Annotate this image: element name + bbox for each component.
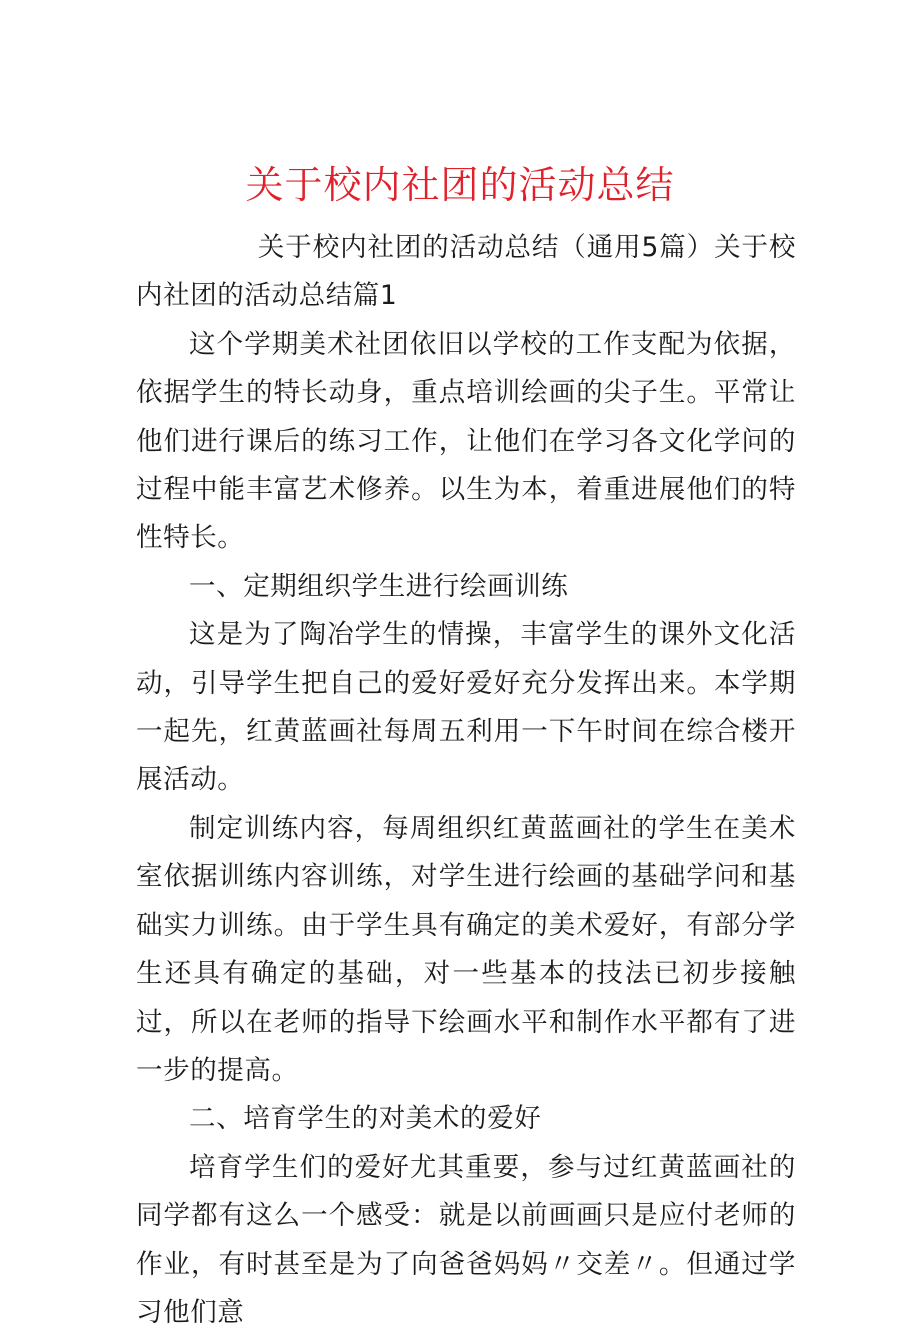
section-heading: 一、定期组织学生进行绘画训练 <box>189 570 569 602</box>
body-paragraph: 培育学生们的爱好尤其重要，参与过红黄蓝画社的同学都有这么一个感受：就是以前画画只是应付老师的作业，有时甚至是为了向爸爸妈妈〃交差〃。但通过学习他们意 <box>136 1151 796 1328</box>
intro-paragraph: 关于校内社团的活动总结（通用5篇）关于校内社团的活动总结篇1 <box>136 232 796 312</box>
body-paragraph: 制定训练内容，每周组织红黄蓝画社的学生在美术室依据训练内容训练，对学生进行绘画的基础学问和基础实力训练。由于学生具有确定的美术爱好，有部分学生还具有确定的基础，对一些基本的技法已初步接触过，所以在老师的指导下绘画水平和制作水平都有了进一步的提高。 <box>136 812 796 1086</box>
section-heading: 二、培育学生的对美术的爱好 <box>189 1103 542 1135</box>
body-paragraph: 这是为了陶冶学生的情操，丰富学生的课外文化活动，引导学生把自己的爱好爱好充分发挥出来。本学期一起先，红黄蓝画社每周五利用一下午时间在综合楼开展活动。 <box>136 619 796 796</box>
document-body <box>136 224 796 1337</box>
body-paragraph: 这个学期美术社团依旧以学校的工作支配为依据，依据学生的特长动身，重点培训绘画的尖子生。平常让他们进行课后的练习工作，让他们在学习各文化学问的过程中能丰富艺术修养。以生为本，着重进展他们的特性特长。 <box>136 328 796 554</box>
document-title: 关于校内社团的活动总结 <box>245 163 675 207</box>
